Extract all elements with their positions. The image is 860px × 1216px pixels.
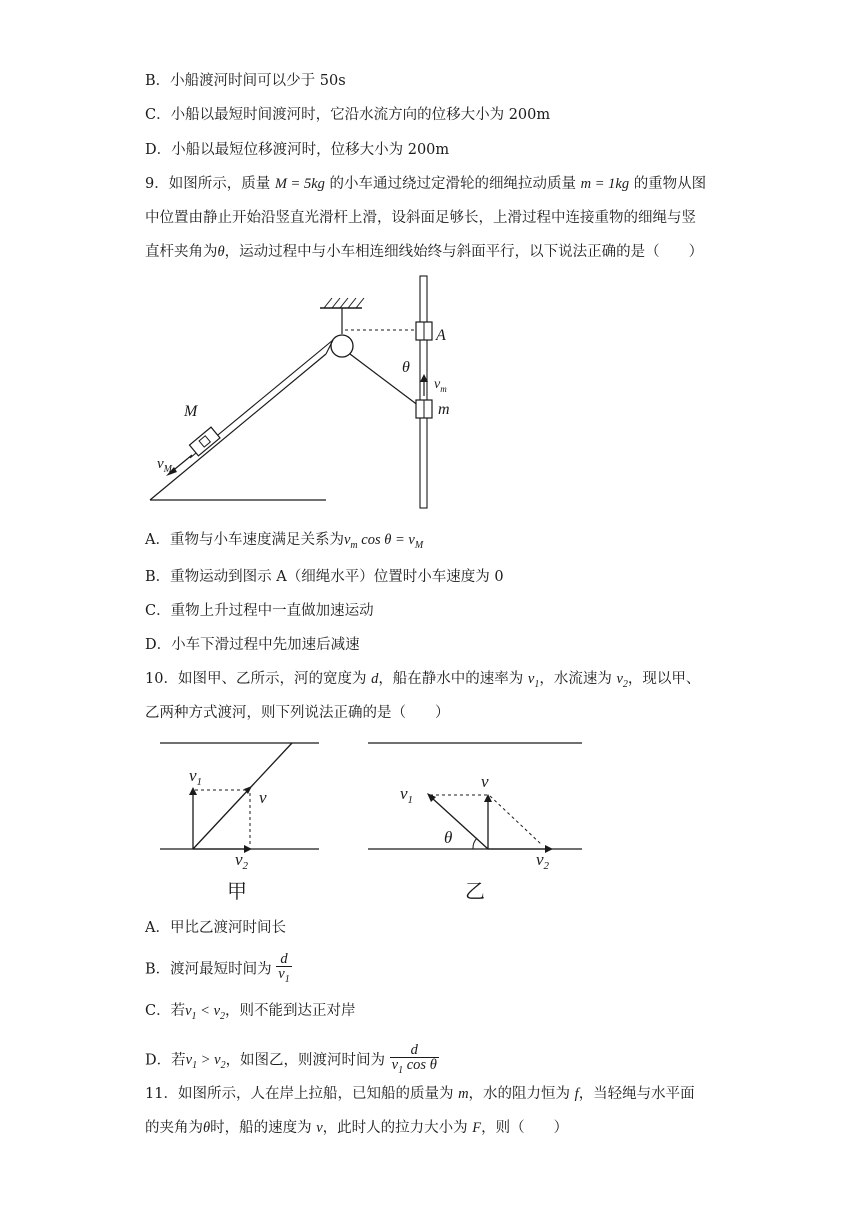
q8-option-d: D．小船以最短位移渡河时，位移大小为 200m (145, 142, 450, 158)
q10-figure-yi (360, 735, 590, 905)
q9-label-m: m (438, 401, 450, 418)
q10-figure-jia (155, 735, 325, 905)
q10-option-a: A．甲比乙渡河时间长 (145, 920, 286, 936)
q9-label-A: A (436, 327, 446, 344)
q8-option-b: B．小船渡河时间可以少于 50s (145, 73, 346, 89)
q9-option-b: B．重物运动到图示 A（细绳水平）位置时小车速度为 0 (145, 569, 504, 585)
q9-stem-line3: 直杆夹角为θ，运动过程中与小车相连细线始终与斜面平行，以下说法正确的是（ ） (145, 244, 704, 260)
q10-stem-line2: 乙两种方式渡河，则下列说法正确的是（ ） (145, 705, 450, 721)
q9-label-theta: θ (402, 359, 410, 376)
q8-option-c: C．小船以最短时间渡河时，它沿水流方向的位移大小为 200m (145, 107, 551, 123)
q11-stem-line1: 11．如图所示，人在岸上拉船，已知船的质量为 m，水的阻力恒为 f，当轻绳与水平面 (145, 1086, 695, 1102)
q10-option-c: C．若$v_1 < v_2$，则不能到达正对岸 (145, 1003, 356, 1022)
jia-label-v1: $v_1$ (189, 766, 203, 788)
q9-figure (140, 268, 460, 513)
yi-label-v: v (481, 772, 489, 791)
q9-mass-m: m = 1kg (580, 176, 630, 192)
q9-option-d: D．小车下滑过程中先加速后减速 (145, 637, 360, 653)
q9-label-vm: $v_m$ (434, 377, 447, 394)
yi-label-theta: θ (444, 828, 453, 847)
q11-stem-line2: 的夹角为θ时，船的速度为 v，此时人的拉力大小为 F，则（ ） (145, 1120, 569, 1136)
q10-option-d: D．若$v_1 > v_2$，如图乙，则渡河时间为 $\frac{d}{v_1 \cos \theta}$ (145, 1042, 437, 1076)
yi-caption: 乙 (465, 881, 485, 903)
q9-option-c: C．重物上升过程中一直做加速运动 (145, 603, 374, 619)
jia-label-v: v (259, 788, 267, 807)
q10-option-b: B．渡河最短时间为 $\frac{d}{v_1}$ (145, 951, 290, 985)
q9-stem-line2: 中位置由静止开始沿竖直光滑杆上滑，设斜面足够长，上滑过程中连接重物的细绳与竖 (145, 210, 696, 226)
q9-label-M: M (184, 403, 198, 420)
q9-mass-M: M = 5kg (274, 176, 325, 192)
q10-stem-line1: 10．如图甲、乙所示，河的宽度为 d，船在静水中的速率为 $v_1$，水流速为 $v_2$，现以甲、 (145, 671, 701, 690)
jia-caption: 甲 (227, 881, 247, 903)
yi-label-v1: $v_1$ (400, 784, 414, 806)
q9-stem-line1: 9．如图所示，质量 M = 5kg 的小车通过绕过定滑轮的细绳拉动质量 m = 1kg 的重物从图 (145, 176, 707, 192)
jia-label-v2: $v_2$ (235, 850, 249, 872)
q9-option-a: A．重物与小车速度满足关系为$v_m$ $\cos \theta = v_M$ (145, 532, 424, 551)
yi-label-v2: $v_2$ (536, 850, 550, 872)
q9-label-vM: $v_M$ (157, 456, 173, 475)
